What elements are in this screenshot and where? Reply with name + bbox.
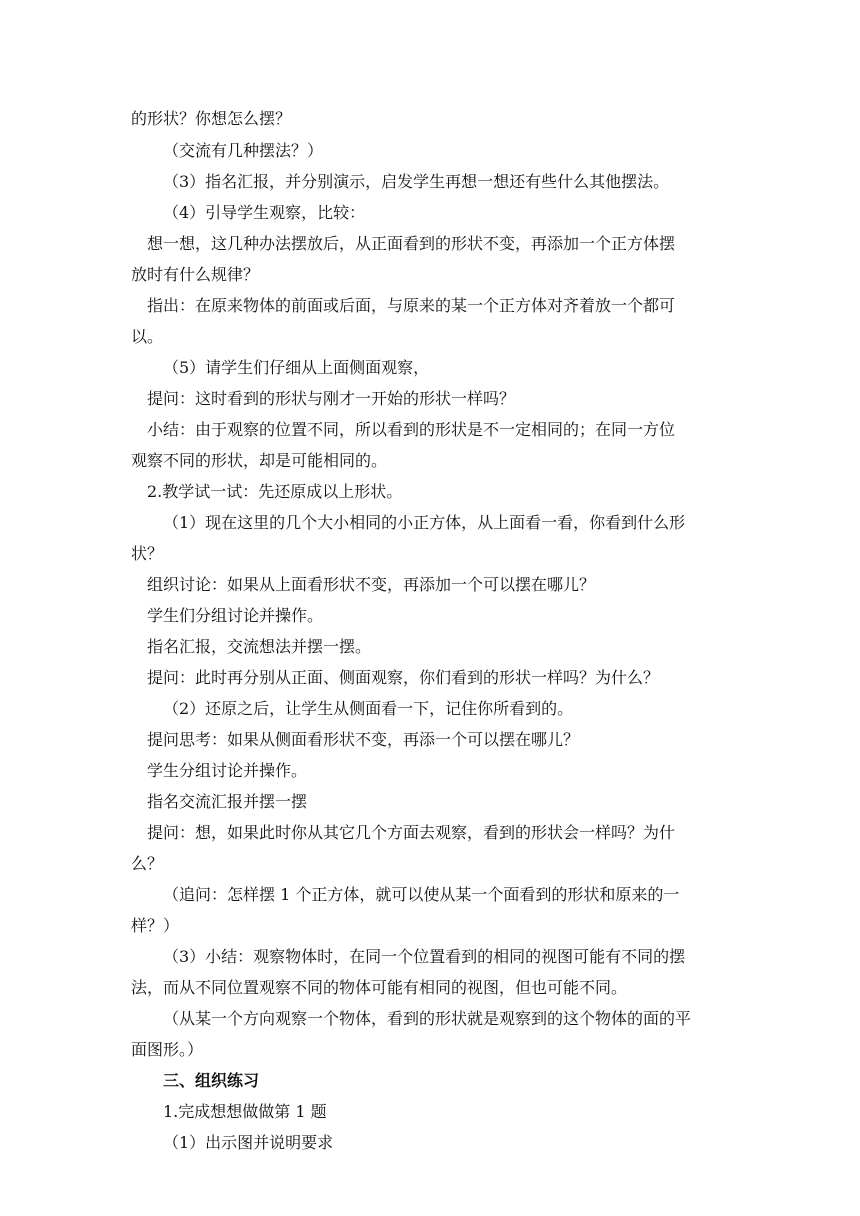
text-line: 状？ bbox=[131, 544, 164, 563]
text-line: 法，而从不同位置观察不同的物体可能有相同的视图，但也可能不同。 bbox=[131, 978, 628, 997]
text-line: 指出：在原来物体的前面或后面，与原来的某一个正方体对齐着放一个都可 bbox=[147, 296, 676, 315]
text-line: 样？） bbox=[131, 916, 180, 935]
text-line: 学生分组讨论并操作。 bbox=[147, 761, 308, 780]
text-line: 提问：此时再分别从正面、侧面观察，你们看到的形状一样吗？为什么？ bbox=[147, 668, 660, 687]
text-line: （3）指名汇报，并分别演示，启发学生再想一想还有些什么其他摆法。 bbox=[163, 172, 670, 191]
text-line: （1）出示图并说明要求 bbox=[163, 1133, 334, 1152]
text-line: 小结：由于观察的位置不同，所以看到的形状是不一定相同的；在同一方位 bbox=[147, 420, 676, 439]
text-line: 提问：这时看到的形状与刚才一开始的形状一样吗？ bbox=[147, 389, 516, 408]
text-line: 以。 bbox=[131, 327, 164, 346]
text-line: （1）现在这里的几个大小相同的小正方体，从上面看一看，你看到什么形 bbox=[163, 513, 686, 532]
text-line: 学生们分组讨论并操作。 bbox=[147, 606, 324, 625]
text-line: 指名汇报，交流想法并摆一摆。 bbox=[147, 637, 372, 656]
text-line: （2）还原之后，让学生从侧面看一下，记住你所看到的。 bbox=[163, 699, 574, 718]
text-line: 提问：想，如果此时你从其它几个方面去观察，看到的形状会一样吗？为什 bbox=[147, 823, 676, 842]
text-line: 提问思考：如果从侧面看形状不变，再添一个可以摆在哪儿？ bbox=[147, 730, 580, 749]
text-line: 组织讨论：如果从上面看形状不变，再添加一个可以摆在哪儿？ bbox=[147, 575, 596, 594]
text-line: （交流有几种摆法？） bbox=[163, 141, 324, 160]
text-line: 想一想，这几种办法摆放后，从正面看到的形状不变，再添加一个正方体摆 bbox=[147, 234, 676, 253]
text-line: （4）引导学生观察，比较： bbox=[163, 203, 366, 222]
text-line: 2.教学试一试：先还原成以上形状。 bbox=[147, 482, 403, 501]
text-line: （从某一个方向观察一个物体，看到的形状就是观察到的这个物体的面的平 bbox=[163, 1009, 692, 1028]
text-line: （5）请学生们仔细从上面侧面观察， bbox=[163, 358, 430, 377]
text-line: 面图形。） bbox=[131, 1040, 204, 1059]
text-line: 么？ bbox=[131, 854, 164, 873]
text-line: 观察不同的形状，却是可能相同的。 bbox=[131, 451, 388, 470]
text-line: 1.完成想想做做第 1 题 bbox=[163, 1102, 327, 1121]
text-line: 的形状？你想怎么摆？ bbox=[131, 109, 292, 128]
text-line: （3）小结：观察物体时，在同一个位置看到的相同的视图可能有不同的摆 bbox=[163, 947, 686, 966]
section-heading: 三、组织练习 bbox=[163, 1071, 260, 1090]
text-line: 指名交流汇报并摆一摆 bbox=[147, 792, 308, 811]
text-line: （追问：怎样摆 1 个正方体，就可以使从某一个面看到的形状和原来的一 bbox=[163, 885, 680, 904]
text-line: 放时有什么规律？ bbox=[131, 265, 260, 284]
